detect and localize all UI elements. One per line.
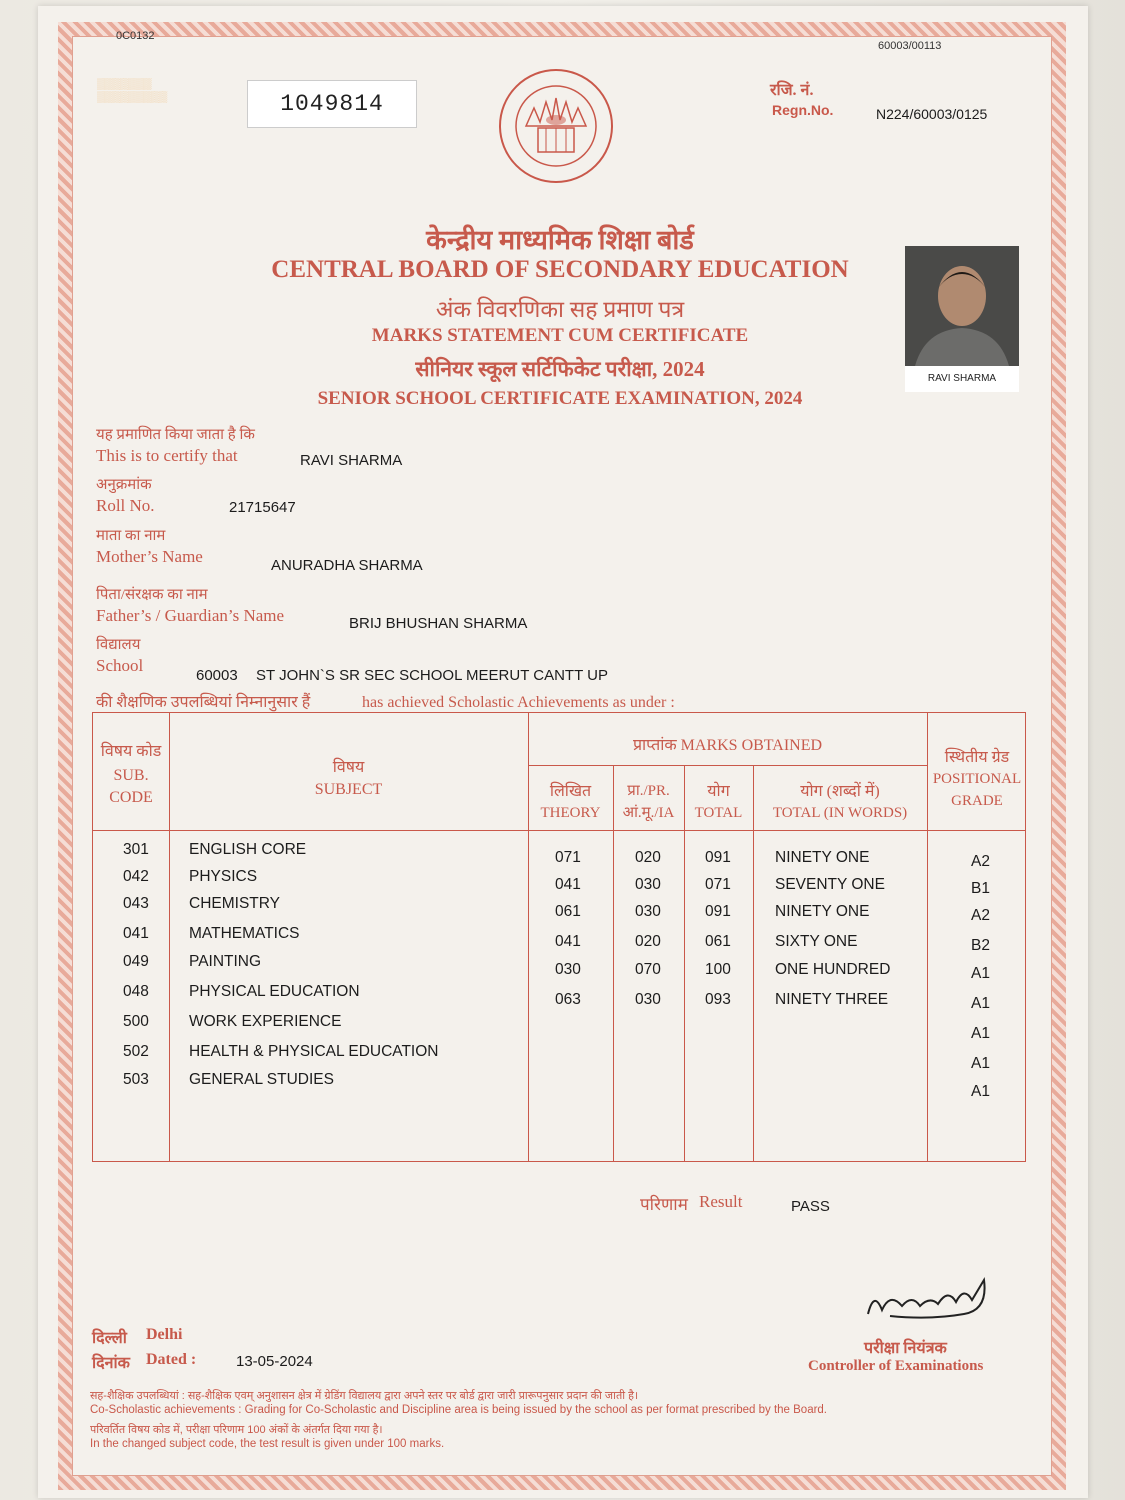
col-grade-hindi: स्थितीय ग्रेड [944, 749, 1010, 766]
controller-title: Controller of Examinations [808, 1358, 984, 1374]
table-divider [753, 765, 754, 1161]
col-code-hindi: विषय कोड [100, 743, 162, 760]
result-label: Result [699, 1192, 743, 1211]
cell-code: 042 [123, 868, 149, 885]
cell-ia: 070 [635, 961, 661, 978]
cell-code: 503 [123, 1071, 149, 1088]
cell-total: 061 [705, 933, 731, 950]
roll-label-hindi: अनुक्रमांक [96, 477, 152, 493]
cert-type-hindi: अंक विवरणिका सह प्रमाण पत्र [435, 297, 685, 322]
table-divider [613, 765, 614, 1161]
cell-ia: 030 [635, 903, 661, 920]
cert-type: MARKS STATEMENT CUM CERTIFICATE [371, 325, 749, 346]
table-header-rule [93, 830, 1025, 831]
cell-subject: HEALTH & PHYSICAL EDUCATION [189, 1043, 439, 1060]
dated-label-hindi: दिनांक [92, 1355, 130, 1372]
cell-ia: 020 [635, 849, 661, 866]
cell-theory: 063 [555, 991, 581, 1008]
cell-subject: PHYSICAL EDUCATION [189, 983, 360, 1000]
col-total-label: TOTAL [694, 805, 743, 821]
achieved-label: has achieved Scholastic Achievements as under : [362, 694, 675, 711]
col-grade-label-2: GRADE [951, 793, 1003, 809]
controller-title-hindi: परीक्षा नियंत्रक [864, 1340, 947, 1357]
mother-label: Mother’s Name [96, 547, 203, 566]
marks-obtained-hindi: प्राप्तांक [632, 737, 677, 754]
note-coscholastic: Co-Scholastic achievements : Grading for Co-Scholastic and Discipline area is being issued by the school as per format prescribed by the Board. [90, 1404, 828, 1416]
cell-code: 048 [123, 983, 149, 1000]
roll-label: Roll No. [96, 496, 155, 515]
cell-grade: A2 [971, 907, 990, 924]
cell-words: NINETY ONE [775, 849, 870, 866]
cell-words: SEVENTY ONE [775, 876, 885, 893]
faded-stamp: ▒▒▒▒▒▒▒ ▒▒▒▒▒▒▒▒▒ [97, 78, 168, 103]
cell-total: 093 [705, 991, 731, 1008]
cell-ia: 030 [635, 991, 661, 1008]
result-label-hindi: परिणाम [640, 1195, 688, 1214]
cell-grade: A1 [971, 995, 990, 1012]
roll-number: 21715647 [229, 499, 296, 516]
father-name: BRIJ BHUSHAN SHARMA [349, 615, 528, 632]
cell-words: ONE HUNDRED [775, 961, 891, 978]
col-subject-label: SUBJECT [314, 781, 383, 798]
cell-ia: 020 [635, 933, 661, 950]
cell-subject: WORK EXPERIENCE [189, 1013, 342, 1030]
photo-caption: RAVI SHARMA [905, 366, 1019, 392]
cell-theory: 041 [555, 933, 581, 950]
cell-subject: PHYSICS [189, 868, 258, 885]
regn-label-hindi: रजि. नं. [770, 82, 814, 99]
cell-theory: 041 [555, 876, 581, 893]
place-label-hindi: दिल्ली [92, 1330, 127, 1347]
col-ia-hindi: प्रा./PR. [627, 783, 670, 799]
cell-grade: A2 [971, 853, 990, 870]
top-right-code: 60003/00113 [878, 40, 942, 52]
cell-code: 049 [123, 953, 149, 970]
cell-code: 500 [123, 1013, 149, 1030]
col-code-label-2: CODE [109, 789, 153, 806]
marks-obtained-header [528, 735, 927, 756]
father-label: Father’s / Guardian’s Name [96, 606, 285, 625]
table-divider [684, 765, 685, 1161]
col-theory-hindi: लिखित [549, 783, 592, 800]
certify-label-hindi: यह प्रमाणित किया जाता है कि [96, 427, 255, 443]
school-label: School [96, 656, 144, 675]
note-coscholastic-hindi: सह-शैक्षिक उपलब्धियां : सह-शैक्षिक एवम् अनुशासन क्षेत्र में ग्रेडिंग विद्यालय द्वारा अपने स्तर पर बोर्ड द्वारा जारी प्रारूपनुसार प्रदान की जाती है। [90, 1390, 639, 1402]
regn-number: N224/60003/0125 [876, 106, 988, 122]
cell-theory: 030 [555, 961, 581, 978]
cell-code: 041 [123, 925, 149, 942]
cell-subject: ENGLISH CORE [189, 841, 307, 858]
note-changed-code-hindi: परिवर्तित विषय कोड में, परीक्षा परिणाम 100 अंकों के अंतर्गत दिया गया है। [90, 1424, 383, 1436]
school-code: 60003 [196, 667, 238, 684]
place-label: Delhi [146, 1326, 183, 1343]
top-left-code: 0C0132 [116, 30, 155, 42]
note-changed-code: In the changed subject code, the test result is given under 100 marks. [90, 1438, 445, 1450]
certify-label: This is to certify that [96, 446, 238, 465]
cell-code: 043 [123, 895, 149, 912]
result-value: PASS [791, 1198, 830, 1215]
col-total-hindi: योग [707, 783, 730, 800]
cell-subject: CHEMISTRY [189, 895, 281, 912]
cell-grade: A1 [971, 1083, 990, 1100]
mother-name: ANURADHA SHARMA [271, 557, 423, 574]
cell-total: 091 [705, 903, 731, 920]
dated-label: Dated : [146, 1351, 197, 1368]
cell-grade: B2 [971, 937, 990, 954]
cell-grade: B1 [971, 880, 990, 897]
cell-total: 071 [705, 876, 731, 893]
school-label-hindi: विद्यालय [96, 637, 141, 653]
cell-grade: A1 [971, 965, 990, 982]
cell-subject: MATHEMATICS [189, 925, 300, 942]
cell-code: 502 [123, 1043, 149, 1060]
board-title-hindi: केन्द्रीय माध्यमिक शिक्षा बोर्ड [426, 225, 694, 255]
cell-grade: A1 [971, 1055, 990, 1072]
exam-title-hindi: सीनियर स्कूल सर्टिफिकेट परीक्षा, 2024 [415, 357, 705, 381]
cell-theory: 061 [555, 903, 581, 920]
table-divider [528, 765, 927, 766]
cell-ia: 030 [635, 876, 661, 893]
cell-words: SIXTY ONE [775, 933, 858, 950]
col-subject-hindi: विषय [332, 759, 365, 776]
cell-theory: 071 [555, 849, 581, 866]
cell-words: NINETY THREE [775, 991, 889, 1008]
cbse-emblem-icon [486, 66, 626, 192]
student-photo [905, 246, 1019, 366]
col-grade-label: POSITIONAL [932, 771, 1022, 787]
cell-total: 091 [705, 849, 731, 866]
school-name: ST JOHN`S SR SEC SCHOOL MEERUT CANTT UP [256, 667, 608, 684]
father-label-hindi: पिता/संरक्षक का नाम [96, 587, 208, 603]
marks-obtained-label: MARKS OBTAINED [680, 737, 823, 754]
col-words-hindi: योग (शब्दों में) [800, 783, 880, 800]
marks-table [92, 712, 1026, 1162]
cell-total: 100 [705, 961, 731, 978]
achieved-label-hindi: की शैक्षणिक उपलब्धियां निम्नानुसार हैं [96, 694, 311, 711]
regn-label: Regn.No. [772, 102, 834, 118]
col-theory-label: THEORY [540, 805, 601, 821]
board-title: CENTRAL BOARD OF SECONDARY EDUCATION [271, 256, 849, 283]
cell-grade: A1 [971, 1025, 990, 1042]
mother-label-hindi: माता का नाम [96, 528, 166, 544]
cell-subject: PAINTING [189, 953, 262, 970]
cell-words: NINETY ONE [775, 903, 870, 920]
col-words-label: TOTAL (IN WORDS) [772, 805, 908, 821]
student-name: RAVI SHARMA [300, 452, 403, 469]
controller-signature [860, 1270, 1000, 1330]
cell-code: 301 [123, 841, 149, 858]
cell-subject: GENERAL STUDIES [189, 1071, 334, 1088]
serial-number: 1049814 [247, 80, 417, 128]
exam-title: SENIOR SCHOOL CERTIFICATE EXAMINATION, 2024 [317, 388, 803, 409]
issue-date: 13-05-2024 [236, 1353, 313, 1370]
col-code-label: SUB. [113, 767, 149, 784]
col-ia-label: आं.मू./IA [622, 805, 675, 821]
